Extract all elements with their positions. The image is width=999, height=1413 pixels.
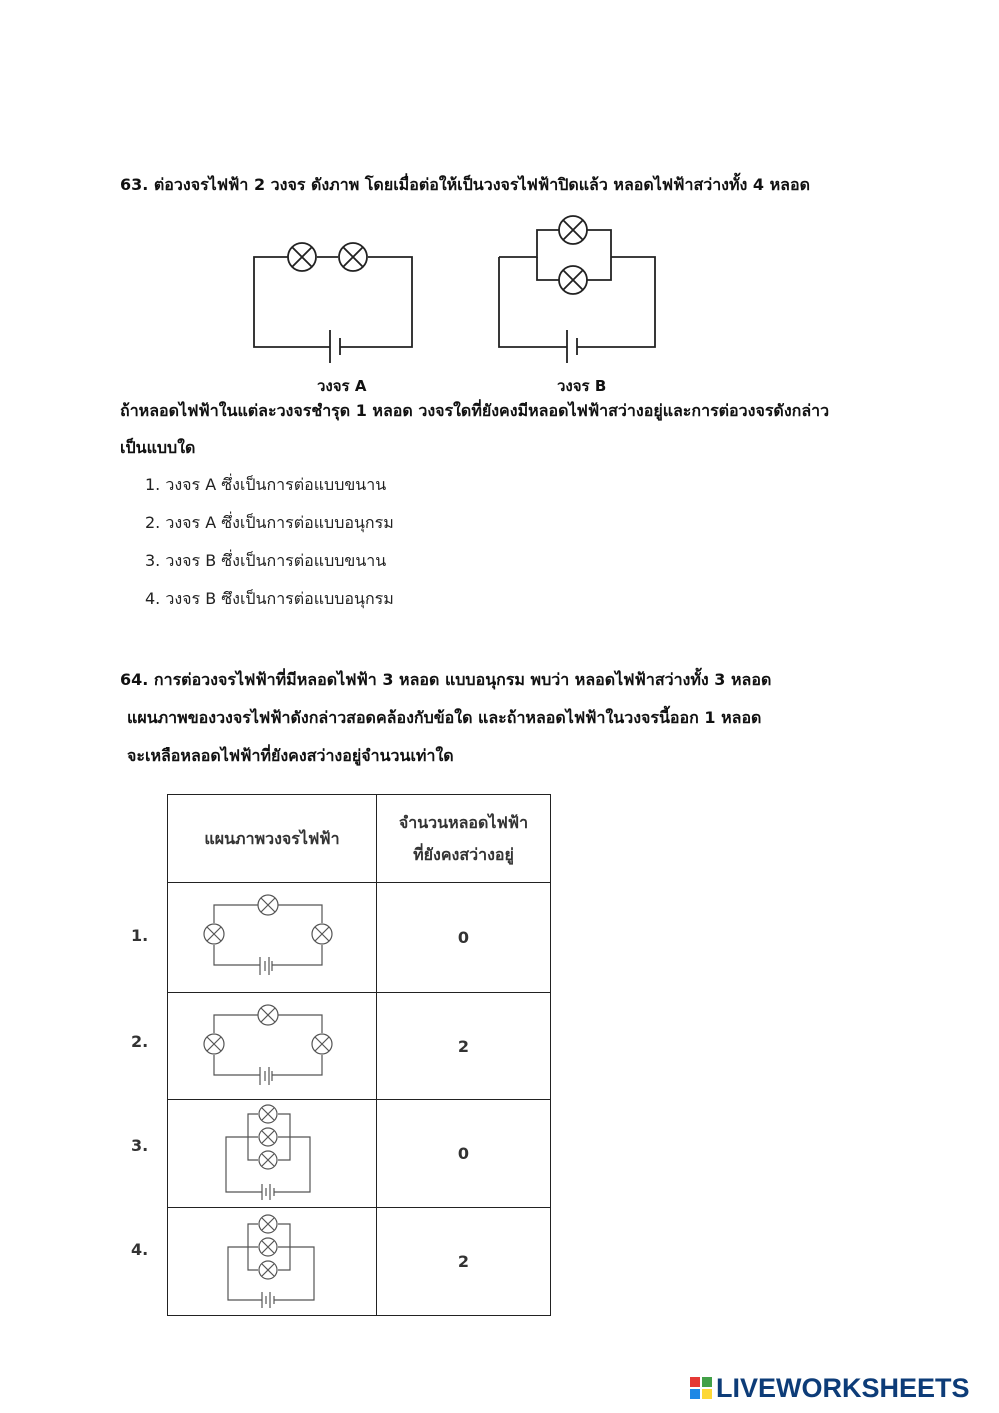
row-2-number: 2.	[131, 1032, 149, 1051]
row-2-count: 2	[377, 993, 551, 1100]
logo-text: LIVEWORKSHEETS	[716, 1372, 970, 1403]
lamp-icon	[259, 1128, 277, 1146]
lamp-icon	[258, 1005, 278, 1025]
table-row[interactable]	[168, 1100, 551, 1208]
lamp-icon	[559, 266, 587, 294]
parallel-circuit-diagram	[168, 1208, 376, 1311]
lamp-icon	[204, 924, 224, 944]
q64-line2: แผนภาพของวงจรไฟฟ้าดังกล่าวสอดคล้องกับข้อใด และถ้าหลอดไฟฟ้าในวงจรนี้ออก 1 หลอด	[127, 708, 762, 727]
q63-choice-3[interactable]: 3. วงจร B ซึ่งเป็นการต่อแบบขนาน	[145, 551, 387, 570]
lamp-icon	[259, 1238, 277, 1256]
circuit-a-diagram	[250, 235, 420, 365]
q63-choice-2[interactable]: 2. วงจร A ซึ่งเป็นการต่อแบบอนุกรม	[145, 513, 394, 532]
lamp-icon	[204, 1034, 224, 1054]
q63-title: 63. ต่อวงจรไฟฟ้า 2 วงจร ดังภาพ โดยเมื่อต่อให้เป็นวงจรไฟฟ้าปิดแล้ว หลอดไฟฟ้าสว่างทั้ง 4 หลอด	[120, 175, 810, 194]
lamp-icon	[339, 243, 367, 271]
lamp-icon	[259, 1261, 277, 1279]
table-row[interactable]	[168, 883, 551, 993]
header-count: จำนวนหลอดไฟฟ้า ที่ยังคงสว่างอยู่	[377, 795, 551, 883]
lamp-icon	[259, 1105, 277, 1123]
battery-icon	[262, 1184, 274, 1200]
table-row[interactable]	[168, 993, 551, 1100]
circuit-b-diagram	[495, 210, 665, 365]
series-circuit-diagram	[168, 883, 376, 988]
table-row[interactable]	[168, 1208, 551, 1316]
battery-icon	[330, 330, 340, 363]
lamp-icon	[312, 924, 332, 944]
row-4-number: 4.	[131, 1240, 149, 1259]
row-4-diagram	[168, 1208, 377, 1316]
header-diagram: แผนภาพวงจรไฟฟ้า	[168, 795, 377, 883]
lamp-icon	[312, 1034, 332, 1054]
q64-line1: 64. การต่อวงจรไฟฟ้าที่มีหลอดไฟฟ้า 3 หลอด แบบอนุกรม พบว่า หลอดไฟฟ้าสว่างทั้ง 3 หลอด	[120, 670, 772, 689]
lamp-icon	[259, 1151, 277, 1169]
lamp-icon	[258, 895, 278, 915]
caption-circuit-a: วงจร A	[317, 377, 367, 395]
caption-circuit-b: วงจร B	[557, 377, 607, 395]
row-1-count: 0	[377, 883, 551, 993]
row-3-count: 0	[377, 1100, 551, 1208]
q63-question-line2: เป็นแบบใด	[120, 438, 196, 457]
lamp-icon	[259, 1215, 277, 1233]
liveworksheets-logo[interactable]	[690, 1370, 990, 1406]
row-2-diagram	[168, 993, 377, 1100]
battery-icon	[260, 957, 272, 975]
q64-line3: จะเหลือหลอดไฟฟ้าที่ยังคงสว่างอยู่จำนวนเท่าใด	[127, 746, 454, 765]
q63-choice-4[interactable]: 4. วงจร B ซึงเป็นการต่อแบบอนุกรม	[145, 589, 394, 608]
battery-icon	[260, 1067, 272, 1085]
battery-icon	[567, 330, 577, 363]
row-1-number: 1.	[131, 926, 149, 945]
q63-choice-1[interactable]: 1. วงจร A ซึ่งเป็นการต่อแบบขนาน	[145, 475, 387, 494]
row-3-diagram	[168, 1100, 377, 1208]
logo-mark-icon	[690, 1377, 712, 1399]
row-1-diagram	[168, 883, 377, 993]
row-3-number: 3.	[131, 1136, 149, 1155]
q64-answer-table	[167, 794, 551, 1316]
lamp-icon	[288, 243, 316, 271]
lamp-icon	[559, 216, 587, 244]
q63-question-line1: ถ้าหลอดไฟฟ้าในแต่ละวงจรชำรุด 1 หลอด วงจรใดที่ยังคงมีหลอดไฟฟ้าสว่างอยู่และการต่อวงจรดังกล่าว	[120, 401, 830, 420]
series-circuit-diagram	[168, 993, 376, 1095]
parallel-circuit-diagram	[168, 1100, 376, 1203]
battery-icon	[262, 1292, 274, 1308]
row-4-count: 2	[377, 1208, 551, 1316]
